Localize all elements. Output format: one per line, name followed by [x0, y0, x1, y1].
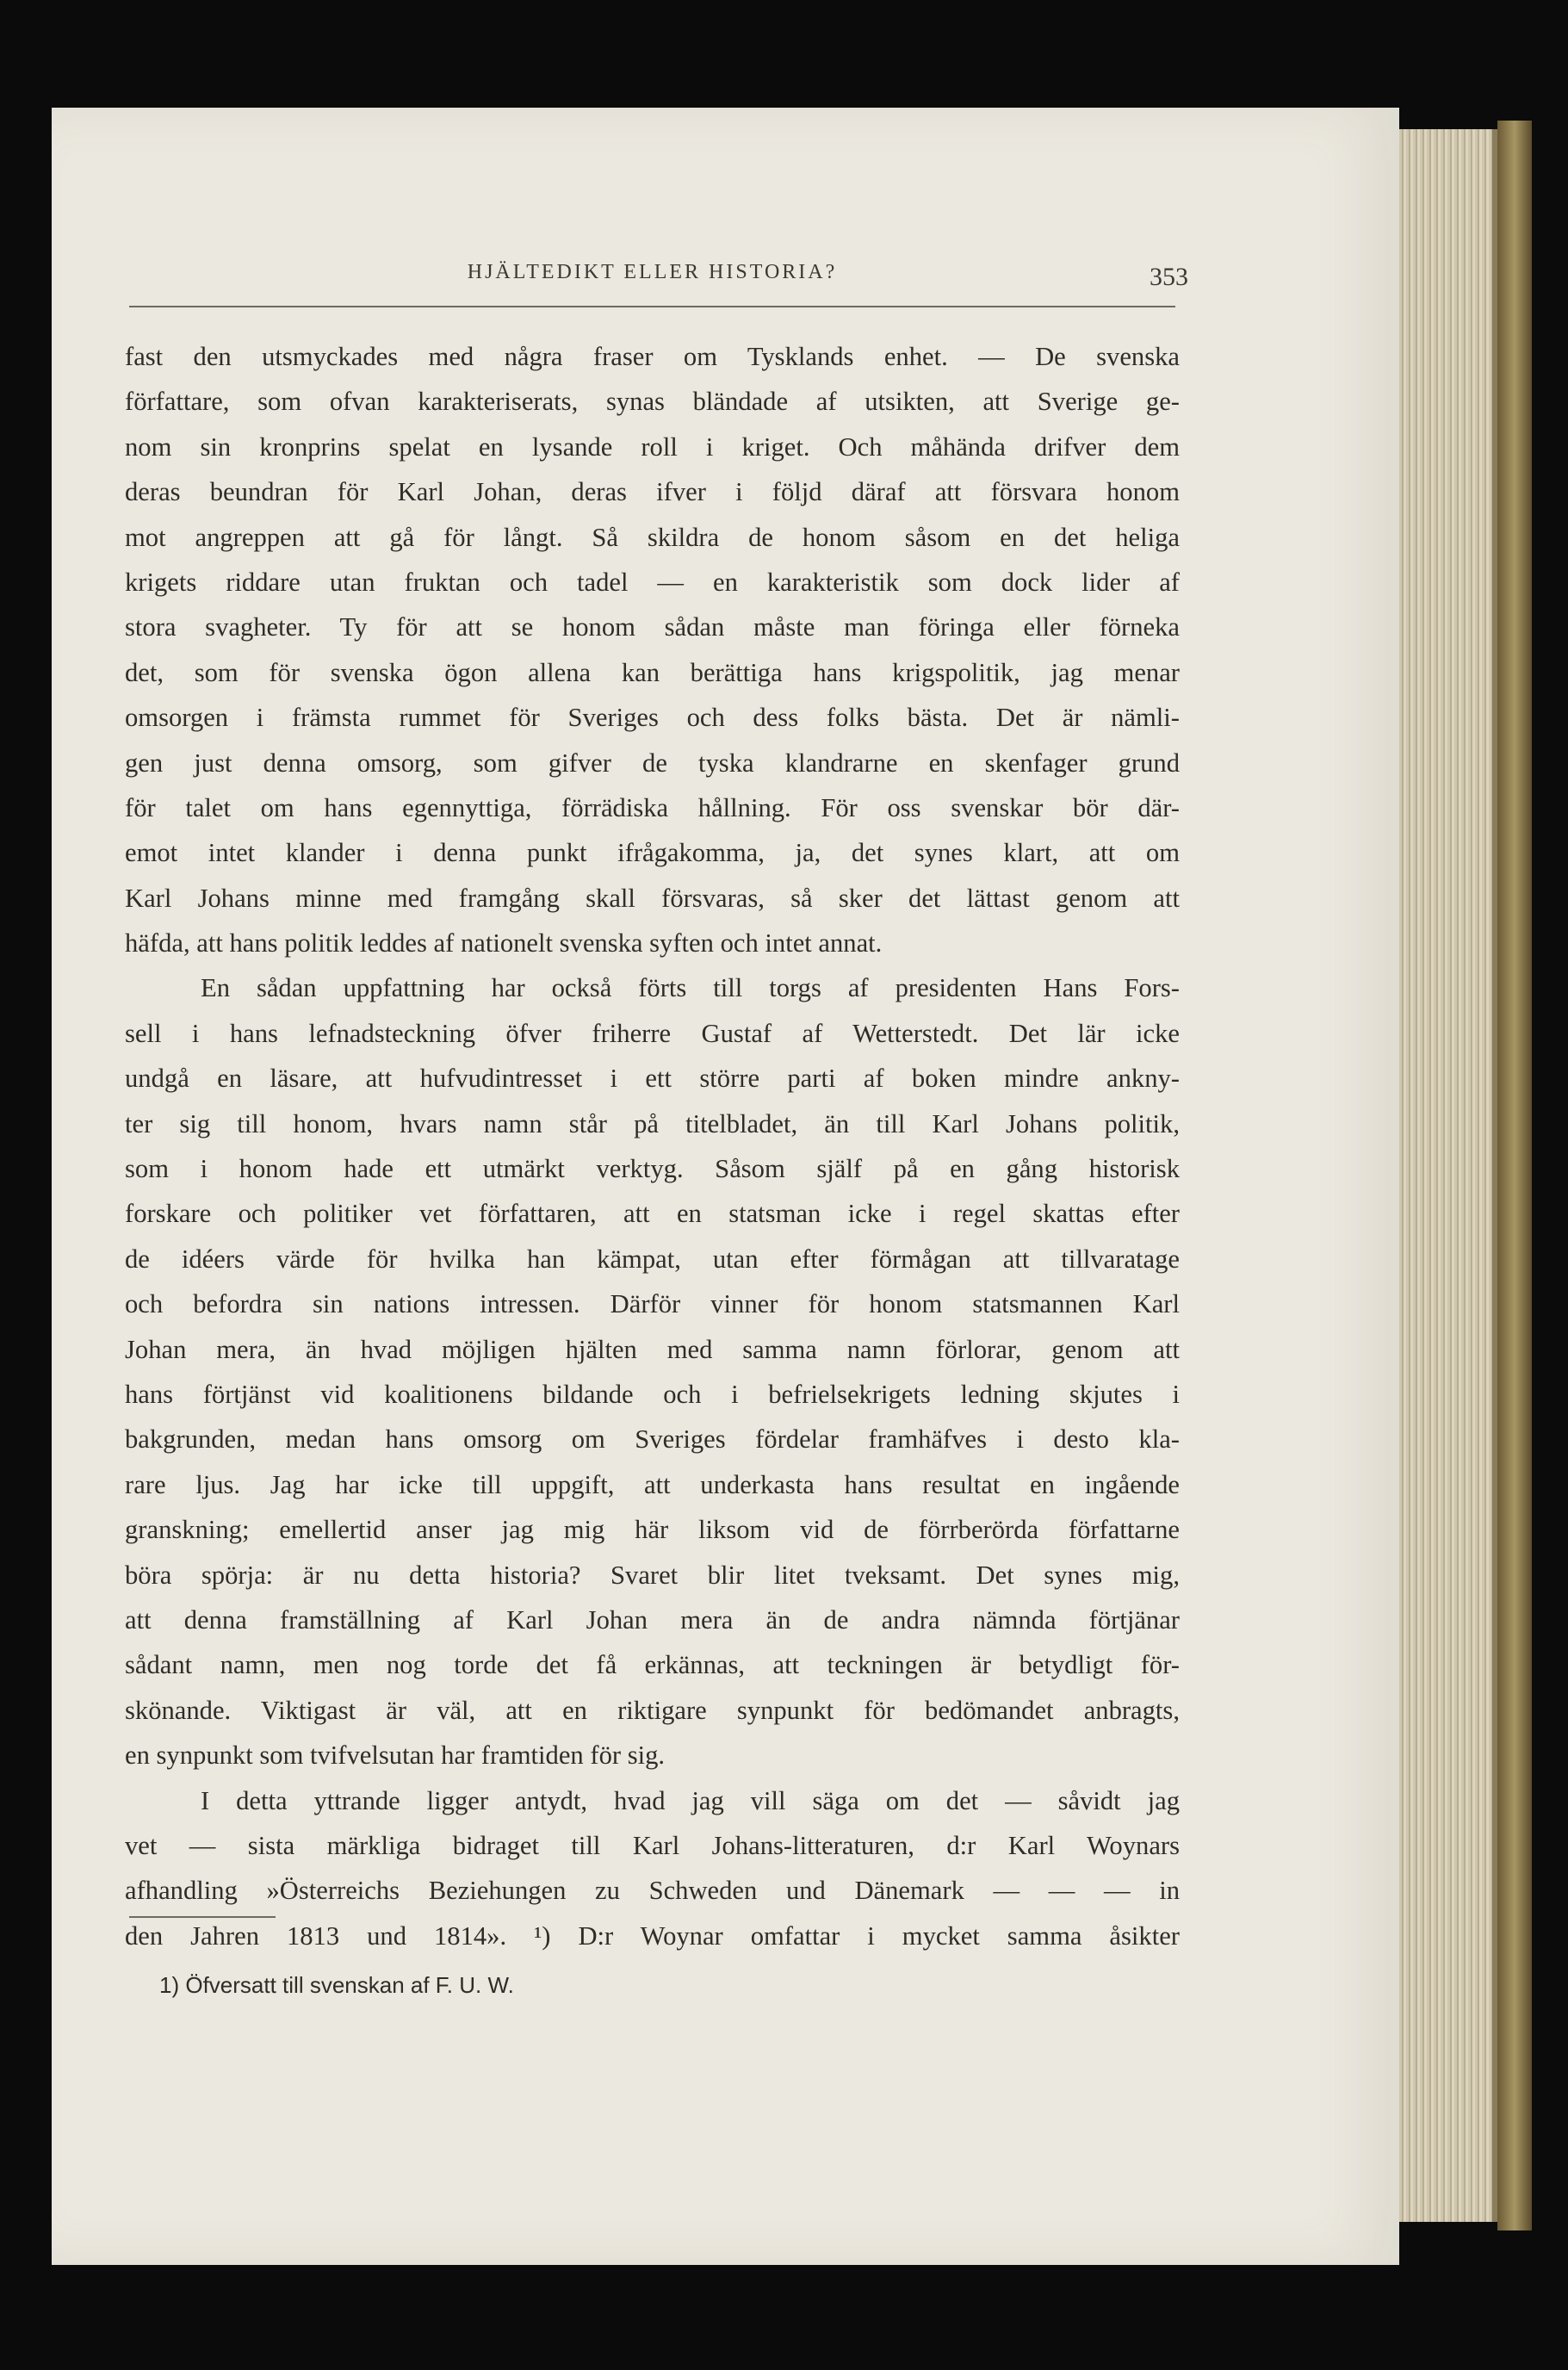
text-line: gen just denna omsorg, som gifver de tyska klandrarne en skenfager grund	[125, 748, 1180, 778]
text-line: sådant namn, men nog torde det få erkännas, att teckningen är betydligt för-	[125, 1650, 1180, 1680]
text-line: mot angreppen att gå för långt. Så skildra de honom såsom en det heliga	[125, 522, 1180, 552]
text-line: Johan mera, än hvad möjligen hjälten med samma namn förlorar, genom att	[125, 1334, 1180, 1364]
text-line: granskning; emellertid anser jag mig här liksom vid de förrberörda författarne	[125, 1515, 1180, 1545]
text-line: bakgrunden, medan hans omsorg om Sveriges fördelar framhäfves i desto kla-	[125, 1424, 1180, 1455]
text-line: afhandling »Österreichs Beziehungen zu Schweden und Dänemark — — — in	[125, 1876, 1180, 1906]
text-line: undgå en läsare, att hufvudintresset i ett större parti af boken mindre ankny-	[125, 1064, 1180, 1094]
text-line: för talet om hans egennyttiga, förrädiska hållning. För oss svenskar bör där-	[125, 792, 1180, 822]
footnote-divider	[129, 1916, 276, 1918]
text-line: det, som för svenska ögon allena kan berättiga hans krigspolitik, jag menar	[125, 657, 1180, 687]
text-line: den Jahren 1813 und 1814». ¹) D:r Woynar omfattar i mycket samma åsikter	[125, 1920, 1180, 1951]
footnote	[159, 1972, 514, 1999]
book-cover-edge	[1497, 121, 1532, 2230]
body-text	[125, 334, 1180, 1958]
page-number: 353	[1150, 263, 1188, 291]
text-line: som i honom hade ett utmärkt verktyg. Såsom själf på en gång historisk	[125, 1154, 1180, 1184]
page-header	[129, 254, 1188, 307]
text-line: I detta yttrande ligger antydt, hvad jag vill säga om det — såvidt jag	[201, 1785, 1180, 1815]
footnote-marker: 1)	[159, 1972, 180, 1998]
text-line: deras beundran för Karl Johan, deras ifver i följd däraf att försvara honom	[125, 477, 1180, 507]
footnote-text: Öfversatt till svenskan af F. U. W.	[185, 1972, 514, 1998]
text-line: Karl Johans minne med framgång skall försvaras, så sker det lättast genom att	[125, 883, 1180, 913]
text-line: vet — sista märkliga bidraget till Karl Johans-litteraturen, d:r Karl Woynars	[125, 1830, 1180, 1860]
text-line: böra spörja: är nu detta historia? Svaret blir litet tveksamt. Det synes mig,	[125, 1560, 1180, 1590]
text-line: och befordra sin nations intressen. Därför vinner för honom statsmannen Karl	[125, 1289, 1180, 1319]
text-line: En sådan uppfattning har också förts till torgs af presidenten Hans Fors-	[201, 973, 1180, 1003]
text-line: de idéers värde för hvilka han kämpat, utan efter förmågan att tillvaratage	[125, 1244, 1180, 1274]
book-page-edges	[1399, 129, 1497, 2222]
text-line: omsorgen i främsta rummet för Sveriges och dess folks bästa. Det är nämli-	[125, 703, 1180, 733]
text-line: en synpunkt som tvifvelsutan har framtiden för sig.	[125, 1740, 666, 1771]
text-line: stora svagheter. Ty för att se honom sådan måste man föringa eller förneka	[125, 612, 1180, 642]
text-line: rare ljus. Jag har icke till uppgift, att underkasta hans resultat en ingående	[125, 1469, 1180, 1499]
text-line: emot intet klander i denna punkt ifrågakomma, ja, det synes klart, att om	[125, 838, 1180, 868]
text-line: häfda, att hans politik leddes af nationelt svenska syften och intet annat.	[125, 928, 883, 959]
text-line: krigets riddare utan fruktan och tadel — en karakteristik som dock lider af	[125, 567, 1180, 597]
text-line: fast den utsmyckades med några fraser om Tysklands enhet. — De svenska	[125, 342, 1180, 371]
text-line: skönande. Viktigast är väl, att en riktigare synpunkt för bedömandet anbragts,	[125, 1695, 1180, 1725]
text-line: ter sig till honom, hvars namn står på titelbladet, än till Karl Johans politik,	[125, 1108, 1180, 1138]
text-line: sell i hans lefnadsteckning öfver friherre Gustaf af Wetterstedt. Det lär icke	[125, 1018, 1180, 1048]
text-line: hans förtjänst vid koalitionens bildande och i befrielsekrigets ledning skjutes i	[125, 1379, 1180, 1409]
text-line: författare, som ofvan karakteriserats, synas bländade af utsikten, att Sverige ge-	[125, 387, 1180, 417]
text-line: nom sin kronprins spelat en lysande roll i kriget. Och måhända drifver dem	[125, 431, 1180, 462]
running-title: HJÄLTEDIKT ELLER HISTORIA?	[467, 261, 838, 283]
text-line: att denna framställning af Karl Johan mera än de andra nämnda förtjänar	[125, 1604, 1180, 1635]
text-line: forskare och politiker vet författaren, att en statsman icke i regel skattas efter	[125, 1199, 1180, 1229]
